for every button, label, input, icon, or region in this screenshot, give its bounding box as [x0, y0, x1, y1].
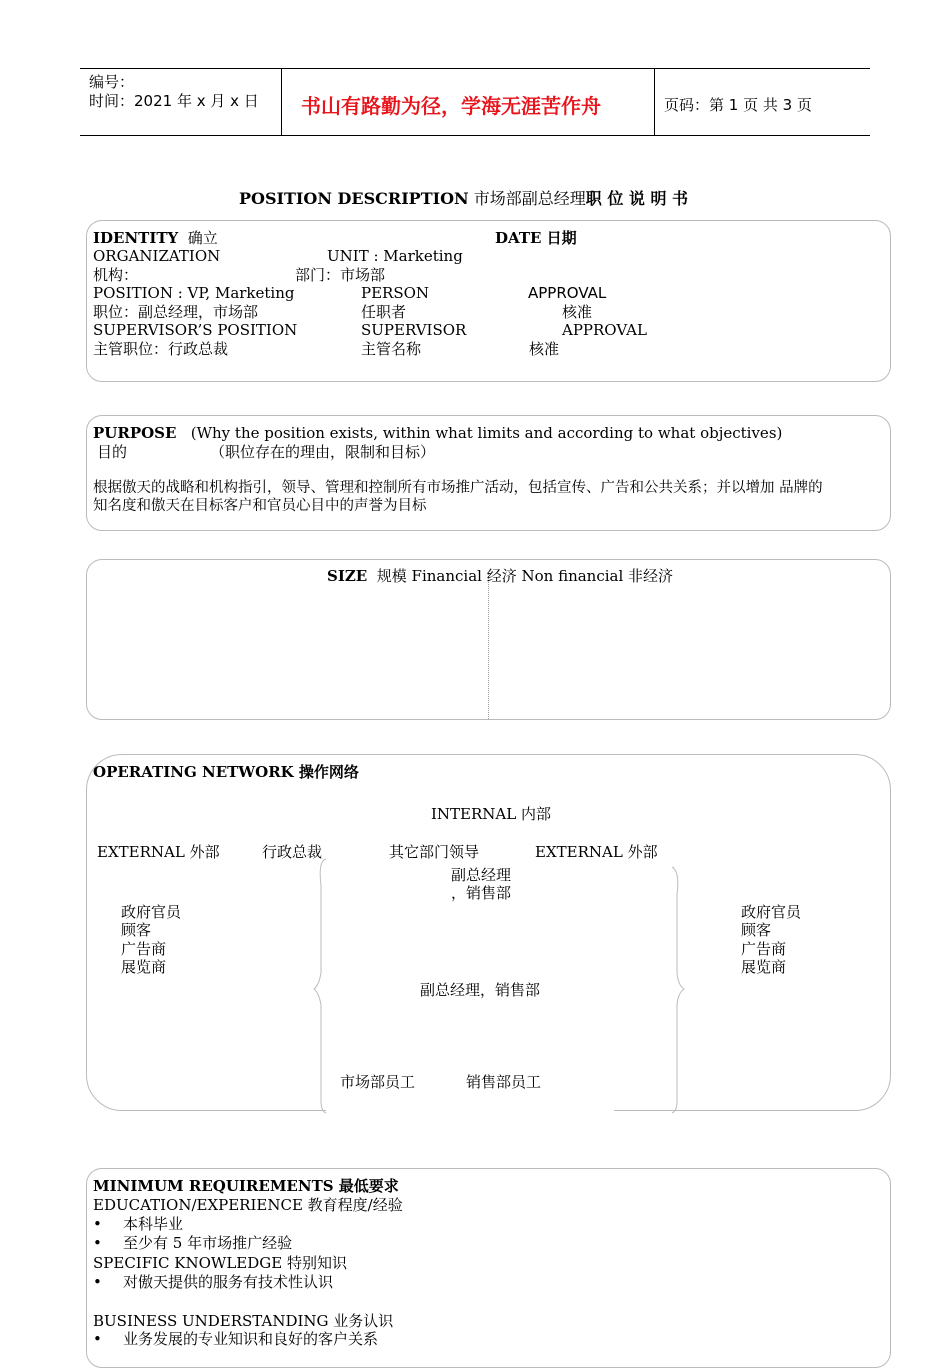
identity-organization: ORGANIZATION	[93, 247, 221, 265]
header-page-label: 页码：第 1 页 共 3 页	[664, 96, 812, 114]
purpose-body-line-2: 知名度和傲天在目标客户和官员心目中的声誉为目标	[93, 498, 427, 514]
business-label: BUSINESS UNDERSTANDING 业务认识	[93, 1312, 394, 1330]
identity-supervisor-position: SUPERVISOR’S POSITION	[93, 321, 298, 339]
purpose-heading-en: PURPOSE	[93, 424, 177, 442]
education-item	[93, 1234, 292, 1253]
external-left-item: 展览商	[121, 958, 167, 976]
identity-person-zh: 任职者	[361, 303, 407, 321]
knowledge-item-text: 对傲天提供的服务有技术性认识	[123, 1273, 334, 1291]
bullet-icon: •	[93, 1215, 102, 1233]
identity-supervisor-zh: 主管名称	[361, 340, 422, 358]
network-heading: OPERATING NETWORK 操作网络	[93, 763, 359, 781]
header-time-label: 时间：2021 年 x 月 x 日	[89, 92, 259, 110]
size-heading	[327, 567, 673, 586]
network-external-left: EXTERNAL 外部	[97, 843, 220, 861]
network-internal: INTERNAL 内部	[431, 805, 551, 823]
knowledge-item	[93, 1273, 333, 1292]
network-vp-sales-line-1: 副总经理	[451, 866, 512, 884]
external-right-item: 政府官员	[741, 903, 802, 921]
identity-approval-1: APPROVAL	[528, 284, 607, 302]
identity-date-label: DATE 日期	[495, 229, 577, 247]
purpose-description-en: (Why the position exists, within what limits and according to what objectives)	[190, 424, 783, 442]
bullet-icon: •	[93, 1273, 102, 1291]
document-title-en: POSITION DESCRIPTION	[239, 189, 469, 208]
identity-unit-zh: 部门：市场部	[295, 266, 386, 284]
identity-approval-2: APPROVAL	[562, 321, 647, 339]
external-left-item: 政府官员	[121, 903, 182, 921]
header-divider-left	[281, 68, 282, 135]
identity-unit: UNIT : Marketing	[327, 247, 463, 265]
identity-supervisor: SUPERVISOR	[361, 321, 467, 339]
identity-organization-zh: 机构：	[93, 266, 139, 284]
identity-approval-2-zh: 核准	[529, 340, 560, 358]
external-right-item: 广告商	[741, 940, 787, 958]
document-title-zh: 市场部副总经理	[473, 189, 586, 208]
network-marketing-staff: 市场部员工	[340, 1073, 416, 1091]
education-item	[93, 1215, 183, 1234]
external-left-item: 顾客	[121, 921, 152, 939]
header-bottom-rule	[80, 135, 870, 136]
requirements-heading: MINIMUM REQUIREMENTS 最低要求	[93, 1177, 399, 1195]
document-title	[239, 186, 688, 209]
external-left-item: 广告商	[121, 940, 167, 958]
identity-position-zh: 职位：副总经理，市场部	[93, 303, 259, 321]
size-text: 规模 Financial 经济 Non financial 非经济	[376, 567, 674, 585]
identity-position: POSITION : VP, Marketing	[93, 284, 295, 302]
purpose-heading	[93, 424, 782, 443]
network-sales-staff: 销售部员工	[466, 1073, 542, 1091]
network-bottom-gap	[326, 1105, 614, 1115]
education-item-text: 至少有 5 年市场推广经验	[123, 1234, 293, 1252]
education-label: EDUCATION/EXPERIENCE 教育程度/经验	[93, 1196, 403, 1214]
header-divider-right	[654, 68, 655, 135]
header-top-rule	[80, 68, 870, 69]
header-number-label: 编号：	[89, 73, 135, 91]
identity-person: PERSON	[361, 284, 430, 302]
size-heading-en: SIZE	[327, 567, 368, 585]
identity-approval-1-zh: 核准	[562, 303, 593, 321]
knowledge-label: SPECIFIC KNOWLEDGE 特别知识	[93, 1254, 347, 1272]
right-brace	[672, 867, 684, 1113]
bullet-icon: •	[93, 1234, 102, 1252]
size-divider	[488, 573, 489, 719]
purpose-heading-zh: 目的	[97, 443, 128, 461]
left-brace	[314, 859, 326, 1113]
business-item-text: 业务发展的专业知识和良好的客户关系	[123, 1330, 379, 1348]
identity-supervisor-position-zh: 主管职位：行政总裁	[93, 340, 229, 358]
network-vp-sales-center: 副总经理，销售部	[420, 981, 541, 999]
network-ceo: 行政总裁	[262, 843, 323, 861]
identity-heading-en: IDENTITY	[93, 229, 179, 247]
education-item-text: 本科毕业	[123, 1215, 184, 1233]
network-external-right: EXTERNAL 外部	[535, 843, 658, 861]
identity-heading-zh: 确立	[187, 229, 218, 247]
document-title-suffix: 职 位 说 明 书	[585, 189, 689, 208]
external-right-item: 顾客	[741, 921, 772, 939]
external-right-item: 展览商	[741, 958, 787, 976]
bullet-icon: •	[93, 1330, 102, 1348]
header-motto: 书山有路勤为径，学海无涯苦作舟	[301, 94, 601, 118]
purpose-body-line-1: 根据傲天的战略和机构指引，领导、管理和控制所有市场推广活动，包括宣传、广告和公共关系；并以增加 品牌的	[93, 480, 823, 496]
business-item	[93, 1330, 378, 1349]
identity-heading	[93, 229, 218, 248]
network-other-leaders: 其它部门领导	[389, 843, 480, 861]
network-vp-sales-line-2: ，销售部	[451, 884, 512, 902]
purpose-description-zh: （职位存在的理由，限制和目标）	[210, 443, 436, 461]
